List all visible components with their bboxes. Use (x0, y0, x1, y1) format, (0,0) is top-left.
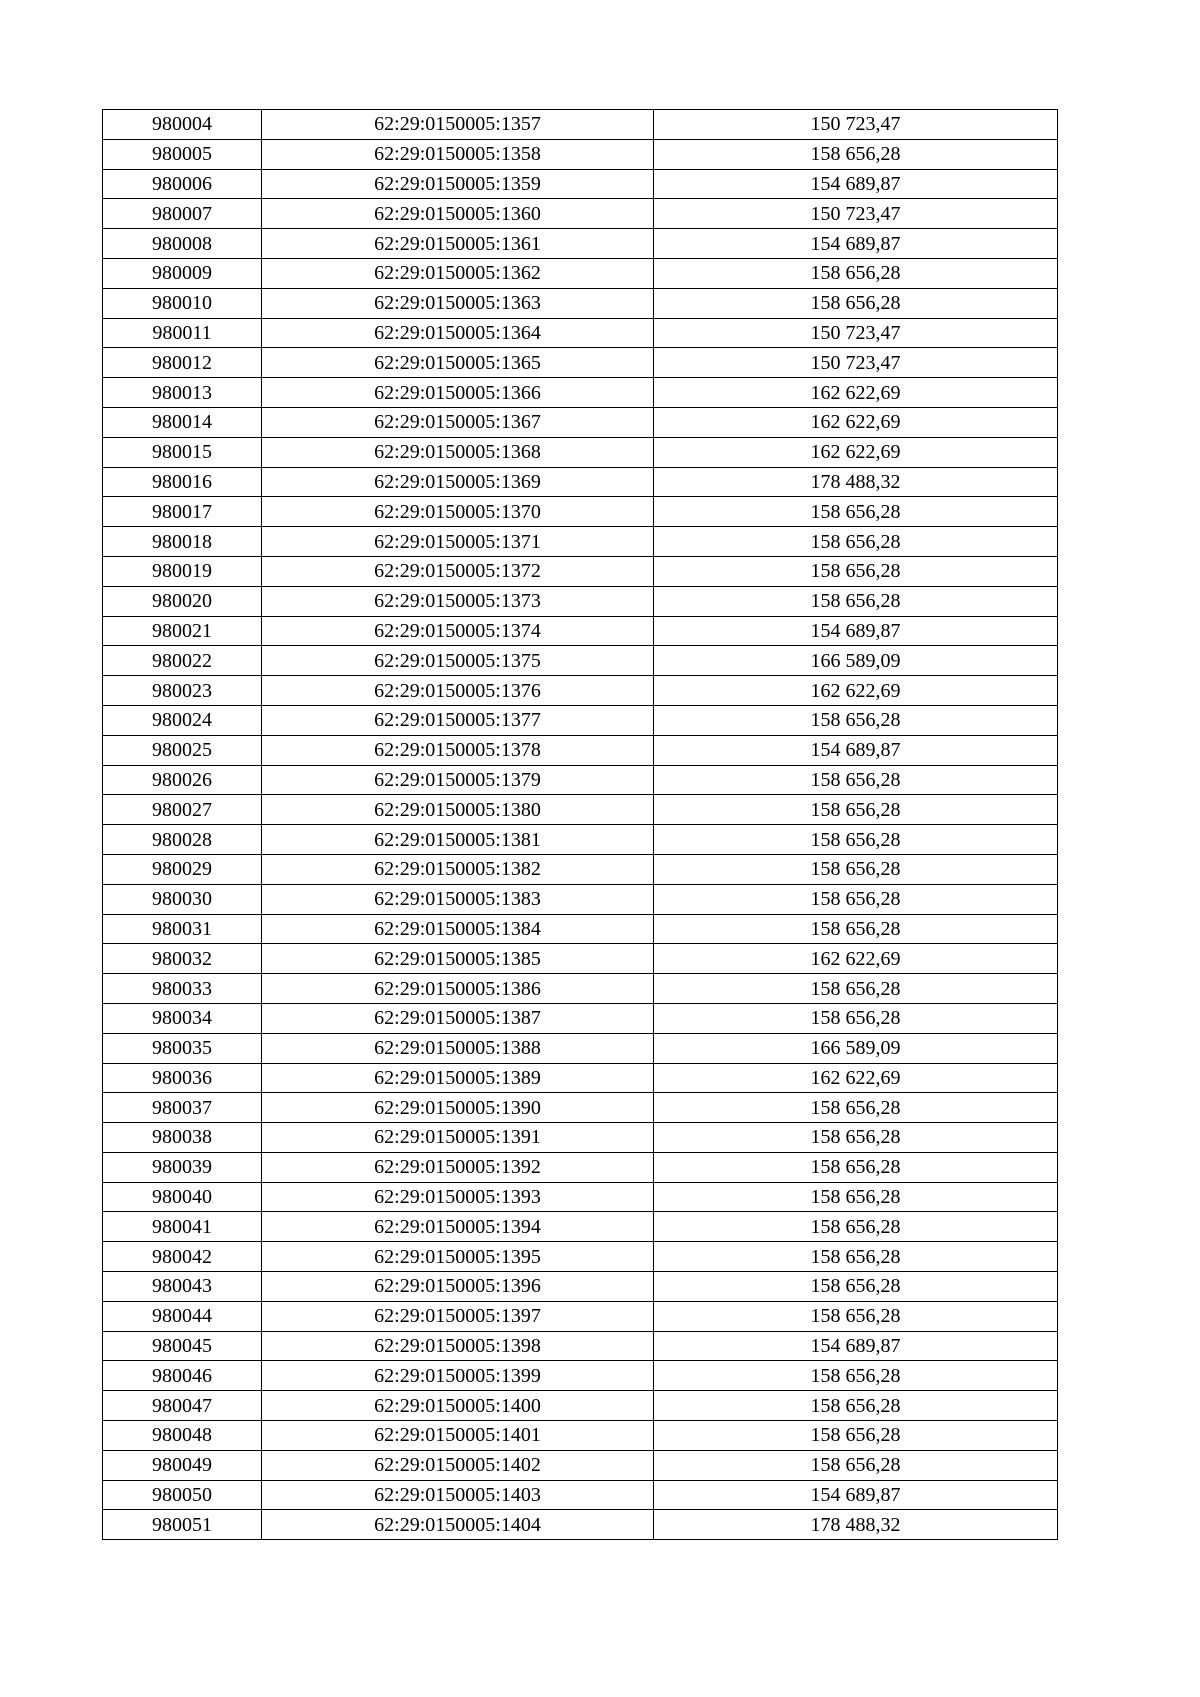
value-cell: 158 656,28 (654, 1093, 1058, 1123)
cadastral-number-cell: 62:29:0150005:1377 (262, 705, 654, 735)
cadastral-number-cell: 62:29:0150005:1362 (262, 258, 654, 288)
row-number-cell: 980009 (103, 258, 262, 288)
cadastral-number-cell: 62:29:0150005:1360 (262, 199, 654, 229)
row-number-cell: 980019 (103, 556, 262, 586)
value-cell: 158 656,28 (654, 527, 1058, 557)
table-row (103, 765, 1058, 795)
row-number-cell: 980051 (103, 1510, 262, 1540)
value-cell: 158 656,28 (654, 1242, 1058, 1272)
table-row (103, 110, 1058, 140)
table-row (103, 646, 1058, 676)
row-number-cell: 980023 (103, 676, 262, 706)
cadastral-number-cell: 62:29:0150005:1399 (262, 1361, 654, 1391)
cadastral-number-cell: 62:29:0150005:1384 (262, 914, 654, 944)
row-number-cell: 980044 (103, 1301, 262, 1331)
cadastral-number-cell: 62:29:0150005:1388 (262, 1033, 654, 1063)
row-number-cell: 980017 (103, 497, 262, 527)
value-cell: 158 656,28 (654, 914, 1058, 944)
value-cell: 162 622,69 (654, 944, 1058, 974)
cadastral-number-cell: 62:29:0150005:1378 (262, 735, 654, 765)
row-number-cell: 980045 (103, 1331, 262, 1361)
cadastral-number-cell: 62:29:0150005:1391 (262, 1123, 654, 1153)
row-number-cell: 980034 (103, 1003, 262, 1033)
cadastral-number-cell: 62:29:0150005:1374 (262, 616, 654, 646)
row-number-cell: 980047 (103, 1391, 262, 1421)
cadastral-number-cell: 62:29:0150005:1401 (262, 1421, 654, 1451)
table-row (103, 556, 1058, 586)
cadastral-number-cell: 62:29:0150005:1357 (262, 110, 654, 140)
value-cell: 158 656,28 (654, 1123, 1058, 1153)
cadastral-number-cell: 62:29:0150005:1382 (262, 854, 654, 884)
value-cell: 158 656,28 (654, 258, 1058, 288)
table-row (103, 586, 1058, 616)
cadastral-number-cell: 62:29:0150005:1371 (262, 527, 654, 557)
value-cell: 158 656,28 (654, 1212, 1058, 1242)
row-number-cell: 980015 (103, 437, 262, 467)
value-cell: 178 488,32 (654, 467, 1058, 497)
table-row (103, 1212, 1058, 1242)
cadastral-number-cell: 62:29:0150005:1386 (262, 974, 654, 1004)
table-row (103, 1123, 1058, 1153)
value-cell: 154 689,87 (654, 616, 1058, 646)
table-row (103, 854, 1058, 884)
value-cell: 158 656,28 (654, 1391, 1058, 1421)
table-row (103, 1450, 1058, 1480)
table-row (103, 735, 1058, 765)
value-cell: 158 656,28 (654, 1421, 1058, 1451)
row-number-cell: 980050 (103, 1480, 262, 1510)
table-row (103, 1331, 1058, 1361)
table-row (103, 1152, 1058, 1182)
row-number-cell: 980010 (103, 288, 262, 318)
table-row (103, 258, 1058, 288)
row-number-cell: 980037 (103, 1093, 262, 1123)
value-cell: 150 723,47 (654, 110, 1058, 140)
row-number-cell: 980043 (103, 1272, 262, 1302)
row-number-cell: 980049 (103, 1450, 262, 1480)
table-row (103, 1003, 1058, 1033)
cadastral-number-cell: 62:29:0150005:1381 (262, 825, 654, 855)
table-row (103, 199, 1058, 229)
row-number-cell: 980011 (103, 318, 262, 348)
cadastral-number-cell: 62:29:0150005:1358 (262, 139, 654, 169)
value-cell: 158 656,28 (654, 1272, 1058, 1302)
row-number-cell: 980035 (103, 1033, 262, 1063)
cadastral-number-cell: 62:29:0150005:1379 (262, 765, 654, 795)
value-cell: 158 656,28 (654, 586, 1058, 616)
cadastral-number-cell: 62:29:0150005:1403 (262, 1480, 654, 1510)
row-number-cell: 980046 (103, 1361, 262, 1391)
table-row (103, 914, 1058, 944)
row-number-cell: 980027 (103, 795, 262, 825)
cadastral-number-cell: 62:29:0150005:1397 (262, 1301, 654, 1331)
value-cell: 158 656,28 (654, 1450, 1058, 1480)
row-number-cell: 980048 (103, 1421, 262, 1451)
value-cell: 154 689,87 (654, 169, 1058, 199)
row-number-cell: 980031 (103, 914, 262, 944)
cadastral-number-cell: 62:29:0150005:1387 (262, 1003, 654, 1033)
value-cell: 158 656,28 (654, 288, 1058, 318)
table-row (103, 944, 1058, 974)
table-row (103, 318, 1058, 348)
table-row (103, 1421, 1058, 1451)
value-cell: 162 622,69 (654, 437, 1058, 467)
cadastral-number-cell: 62:29:0150005:1375 (262, 646, 654, 676)
row-number-cell: 980041 (103, 1212, 262, 1242)
row-number-cell: 980014 (103, 407, 262, 437)
cadastral-number-cell: 62:29:0150005:1392 (262, 1152, 654, 1182)
value-cell: 162 622,69 (654, 1063, 1058, 1093)
table-row (103, 497, 1058, 527)
value-cell: 150 723,47 (654, 318, 1058, 348)
row-number-cell: 980016 (103, 467, 262, 497)
value-cell: 158 656,28 (654, 825, 1058, 855)
table-row (103, 1480, 1058, 1510)
table-row (103, 1063, 1058, 1093)
table-row (103, 378, 1058, 408)
row-number-cell: 980028 (103, 825, 262, 855)
value-cell: 150 723,47 (654, 348, 1058, 378)
row-number-cell: 980024 (103, 705, 262, 735)
row-number-cell: 980029 (103, 854, 262, 884)
table-row (103, 825, 1058, 855)
cadastral-number-cell: 62:29:0150005:1370 (262, 497, 654, 527)
cadastral-number-cell: 62:29:0150005:1365 (262, 348, 654, 378)
table-row (103, 437, 1058, 467)
value-cell: 154 689,87 (654, 735, 1058, 765)
value-cell: 158 656,28 (654, 854, 1058, 884)
row-number-cell: 980005 (103, 139, 262, 169)
value-cell: 158 656,28 (654, 795, 1058, 825)
table-row (103, 169, 1058, 199)
table-row (103, 705, 1058, 735)
value-cell: 158 656,28 (654, 705, 1058, 735)
table-row (103, 1361, 1058, 1391)
cadastral-number-cell: 62:29:0150005:1394 (262, 1212, 654, 1242)
table-row (103, 616, 1058, 646)
cadastral-number-cell: 62:29:0150005:1368 (262, 437, 654, 467)
row-number-cell: 980021 (103, 616, 262, 646)
row-number-cell: 980036 (103, 1063, 262, 1093)
value-cell: 162 622,69 (654, 676, 1058, 706)
row-number-cell: 980006 (103, 169, 262, 199)
table-row (103, 527, 1058, 557)
row-number-cell: 980030 (103, 884, 262, 914)
row-number-cell: 980008 (103, 229, 262, 259)
row-number-cell: 980007 (103, 199, 262, 229)
cadastral-number-cell: 62:29:0150005:1390 (262, 1093, 654, 1123)
cadastral-number-cell: 62:29:0150005:1376 (262, 676, 654, 706)
value-cell: 154 689,87 (654, 229, 1058, 259)
value-cell: 158 656,28 (654, 765, 1058, 795)
cadastral-number-cell: 62:29:0150005:1396 (262, 1272, 654, 1302)
cadastral-table (102, 109, 1058, 1540)
table-row (103, 884, 1058, 914)
table-row (103, 1301, 1058, 1331)
cadastral-number-cell: 62:29:0150005:1367 (262, 407, 654, 437)
value-cell: 158 656,28 (654, 1301, 1058, 1331)
table-row (103, 676, 1058, 706)
row-number-cell: 980033 (103, 974, 262, 1004)
value-cell: 158 656,28 (654, 1182, 1058, 1212)
row-number-cell: 980013 (103, 378, 262, 408)
row-number-cell: 980004 (103, 110, 262, 140)
value-cell: 154 689,87 (654, 1480, 1058, 1510)
row-number-cell: 980022 (103, 646, 262, 676)
value-cell: 158 656,28 (654, 884, 1058, 914)
cadastral-number-cell: 62:29:0150005:1385 (262, 944, 654, 974)
value-cell: 158 656,28 (654, 1003, 1058, 1033)
cadastral-number-cell: 62:29:0150005:1402 (262, 1450, 654, 1480)
cadastral-number-cell: 62:29:0150005:1361 (262, 229, 654, 259)
table-row (103, 348, 1058, 378)
row-number-cell: 980026 (103, 765, 262, 795)
cadastral-number-cell: 62:29:0150005:1380 (262, 795, 654, 825)
table-row (103, 1242, 1058, 1272)
cadastral-number-cell: 62:29:0150005:1373 (262, 586, 654, 616)
cadastral-number-cell: 62:29:0150005:1393 (262, 1182, 654, 1212)
row-number-cell: 980020 (103, 586, 262, 616)
value-cell: 158 656,28 (654, 497, 1058, 527)
table-body (103, 110, 1058, 1540)
table-row (103, 974, 1058, 1004)
row-number-cell: 980038 (103, 1123, 262, 1153)
cadastral-number-cell: 62:29:0150005:1364 (262, 318, 654, 348)
value-cell: 150 723,47 (654, 199, 1058, 229)
table-row (103, 407, 1058, 437)
row-number-cell: 980042 (103, 1242, 262, 1272)
cadastral-number-cell: 62:29:0150005:1389 (262, 1063, 654, 1093)
cadastral-number-cell: 62:29:0150005:1398 (262, 1331, 654, 1361)
table-row (103, 229, 1058, 259)
cadastral-number-cell: 62:29:0150005:1400 (262, 1391, 654, 1421)
cadastral-number-cell: 62:29:0150005:1395 (262, 1242, 654, 1272)
value-cell: 166 589,09 (654, 1033, 1058, 1063)
value-cell: 158 656,28 (654, 1152, 1058, 1182)
value-cell: 158 656,28 (654, 974, 1058, 1004)
row-number-cell: 980032 (103, 944, 262, 974)
table-row (103, 1033, 1058, 1063)
row-number-cell: 980039 (103, 1152, 262, 1182)
table-row (103, 1391, 1058, 1421)
table-row (103, 795, 1058, 825)
table-row (103, 1510, 1058, 1540)
value-cell: 154 689,87 (654, 1331, 1058, 1361)
table-row (103, 467, 1058, 497)
cadastral-number-cell: 62:29:0150005:1363 (262, 288, 654, 318)
value-cell: 162 622,69 (654, 407, 1058, 437)
row-number-cell: 980040 (103, 1182, 262, 1212)
row-number-cell: 980025 (103, 735, 262, 765)
cadastral-number-cell: 62:29:0150005:1383 (262, 884, 654, 914)
table-row (103, 1182, 1058, 1212)
row-number-cell: 980018 (103, 527, 262, 557)
table-row (103, 288, 1058, 318)
cadastral-number-cell: 62:29:0150005:1372 (262, 556, 654, 586)
cadastral-number-cell: 62:29:0150005:1366 (262, 378, 654, 408)
table-row (103, 1272, 1058, 1302)
cadastral-number-cell: 62:29:0150005:1359 (262, 169, 654, 199)
value-cell: 178 488,32 (654, 1510, 1058, 1540)
cadastral-number-cell: 62:29:0150005:1369 (262, 467, 654, 497)
table-row (103, 139, 1058, 169)
cadastral-number-cell: 62:29:0150005:1404 (262, 1510, 654, 1540)
value-cell: 158 656,28 (654, 556, 1058, 586)
value-cell: 162 622,69 (654, 378, 1058, 408)
value-cell: 158 656,28 (654, 139, 1058, 169)
value-cell: 158 656,28 (654, 1361, 1058, 1391)
row-number-cell: 980012 (103, 348, 262, 378)
value-cell: 166 589,09 (654, 646, 1058, 676)
table-row (103, 1093, 1058, 1123)
